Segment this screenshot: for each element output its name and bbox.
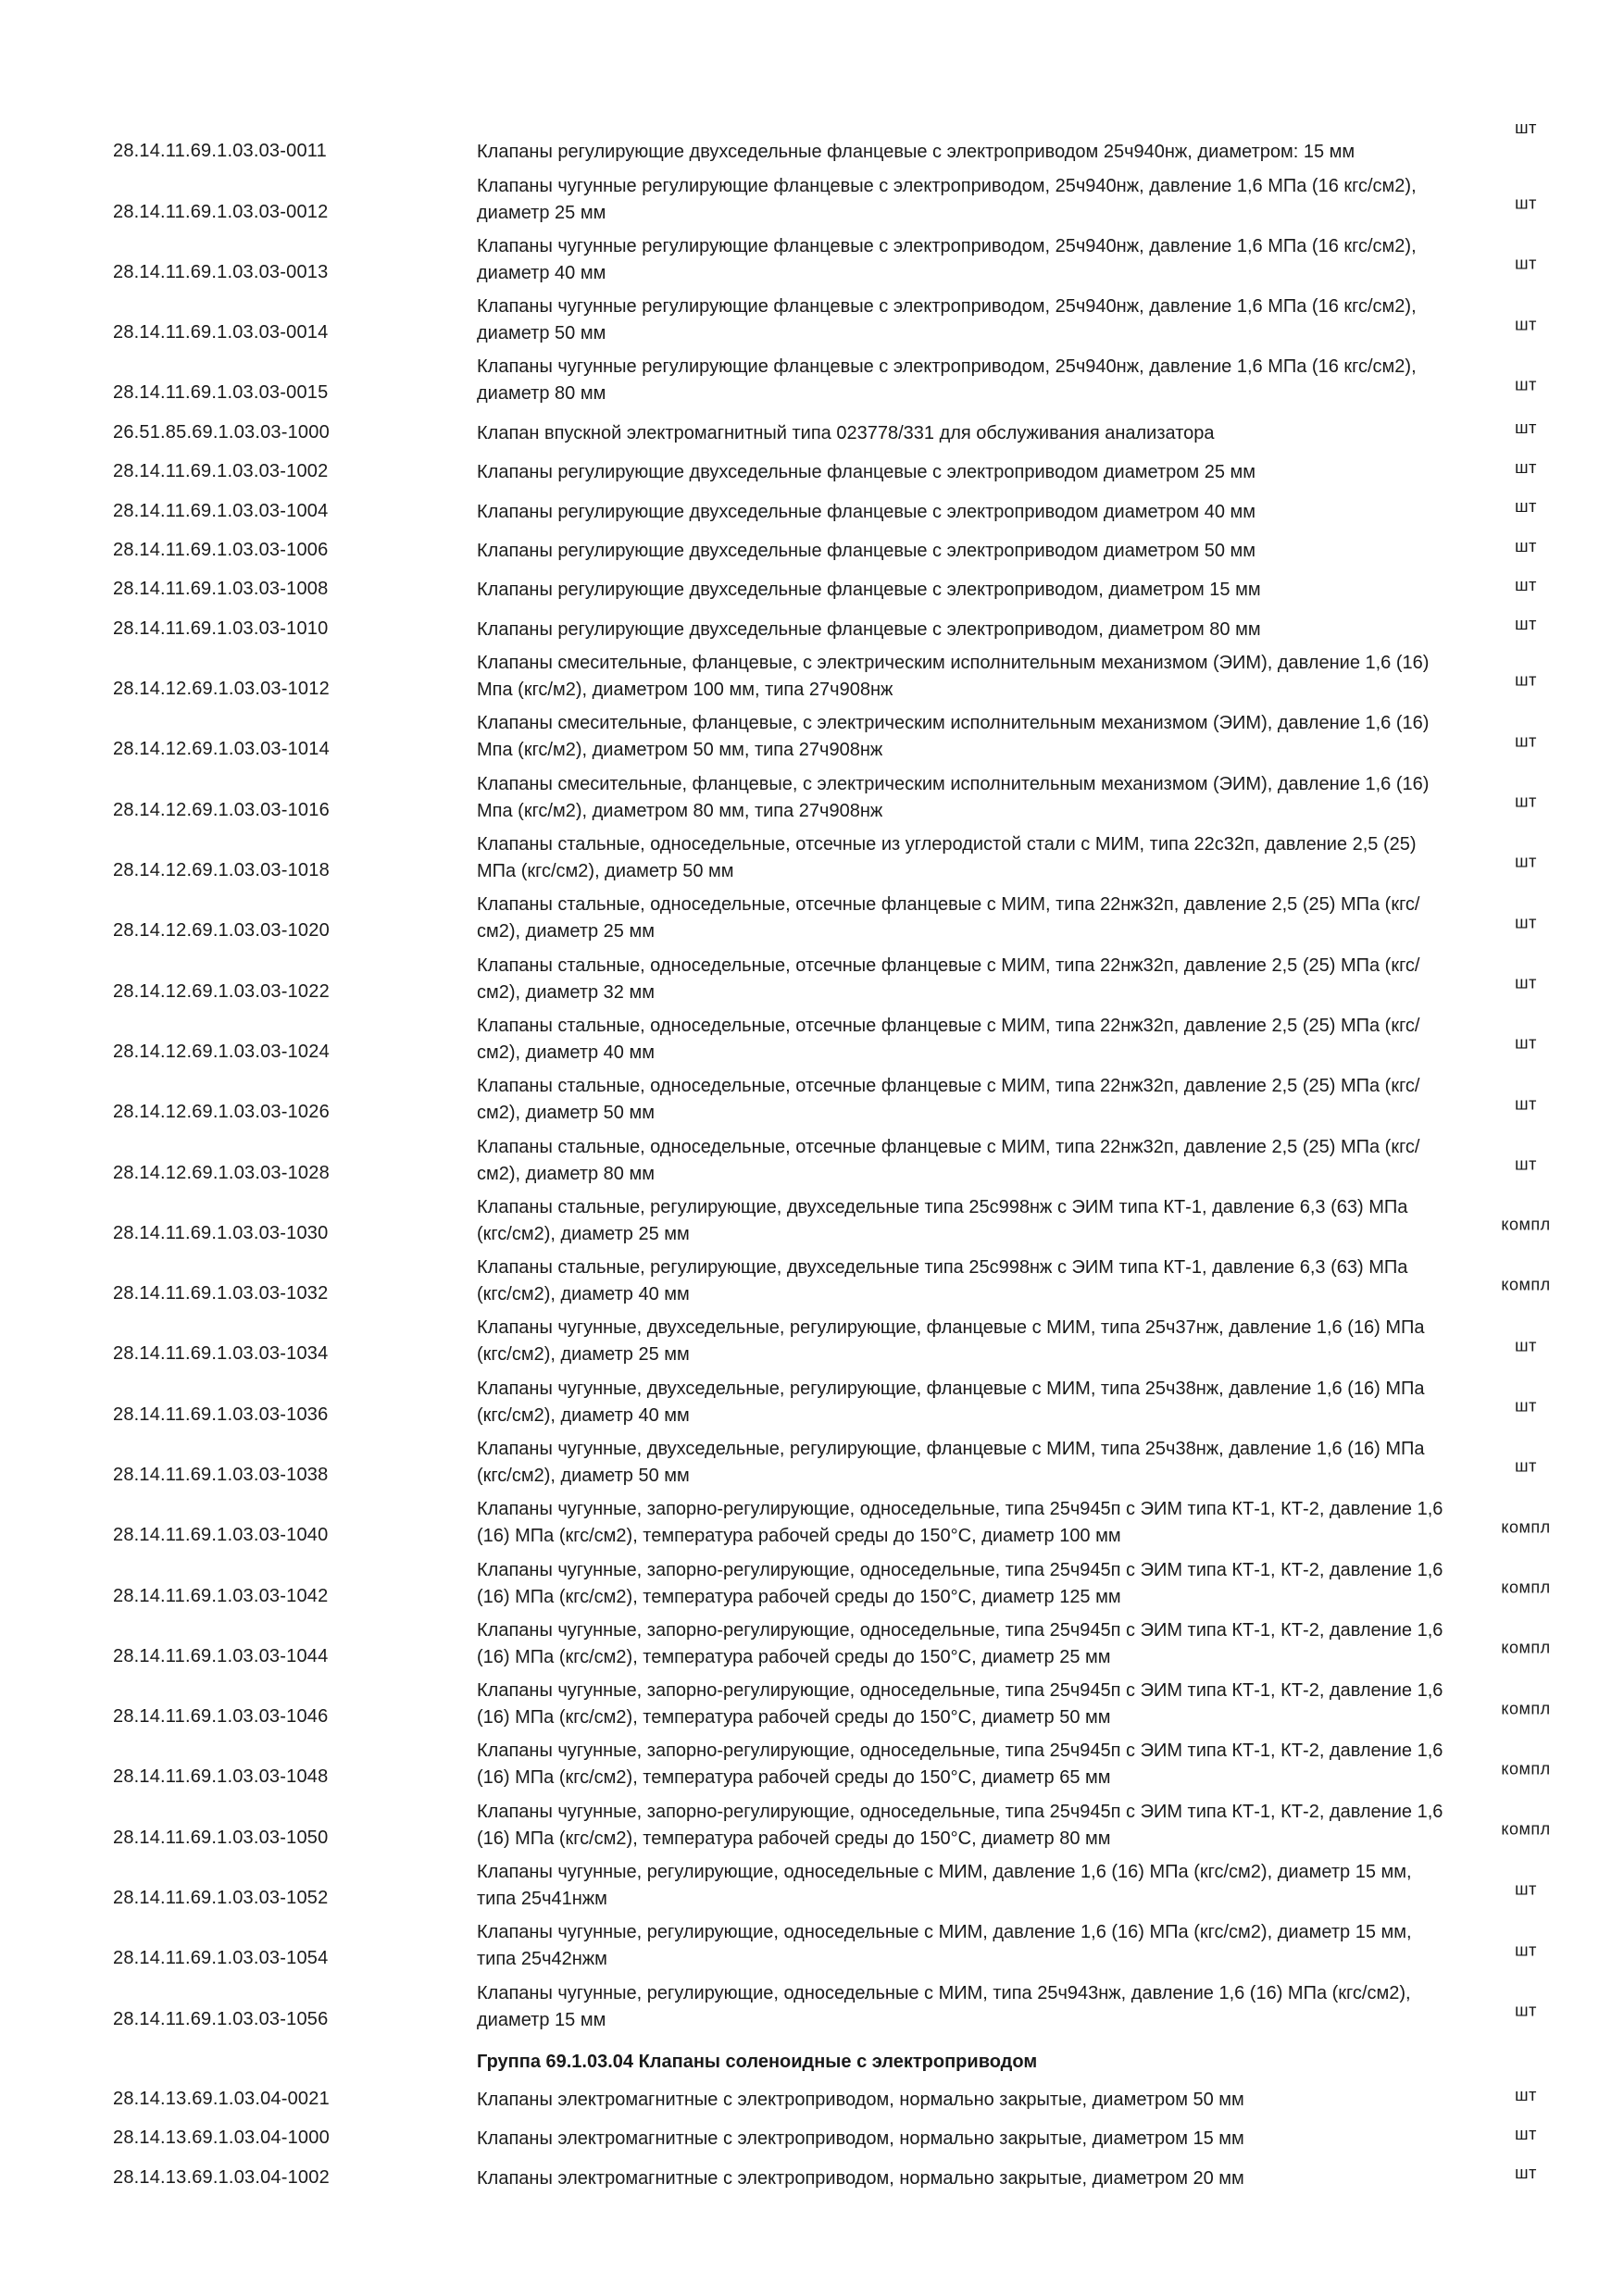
group-title: Группа 69.1.03.04 Клапаны соленоидные с электроприводом [477, 2051, 1038, 2072]
resource-description: Клапаны регулирующие двухседельные фланцевые с электроприводом диаметром 40 мм [477, 501, 1256, 522]
resource-description: Клапаны чугунные, запорно-регулирующие, односедельные, типа 25ч945п с ЭИМ типа КТ-1, КТ-2, давление 1,6 (16) МПа (кгс/см2), температура рабочей среды до 150°С, диаметр 25 мм [477, 1619, 1443, 1667]
resource-description: Клапаны электромагнитные с электроприводом, нормально закрытые, диаметром 15 мм [477, 2128, 1244, 2150]
table-row [0, 1860, 1624, 1920]
resource-code: 28.14.12.69.1.03.03-1022 [113, 980, 330, 1002]
resource-description: Клапан впускной электромагнитный типа 023778/331 для обслуживания анализатора [477, 422, 1215, 443]
table-row [0, 651, 1624, 711]
table-row [0, 1376, 1624, 1436]
unit-of-measure: шт [1515, 1154, 1537, 1174]
table-row [0, 493, 1624, 532]
resource-description: Клапаны чугунные, запорно-регулирующие, односедельные, типа 25ч945п с ЭИМ типа КТ-1, КТ-2, давление 1,6 (16) МПа (кгс/см2), температура рабочей среды до 150°С, диаметр 80 мм [477, 1801, 1443, 1849]
unit-of-measure: шт [1515, 119, 1537, 137]
resource-description: Клапаны электромагнитные с электроприводом, нормально закрытые, диаметром 20 мм [477, 2167, 1244, 2189]
resource-code: 28.14.12.69.1.03.03-1024 [113, 1041, 330, 1062]
unit-of-measure: шт [1515, 315, 1537, 334]
resource-code: 28.14.11.69.1.03.03-1048 [113, 1766, 329, 1788]
resource-code: 28.14.11.69.1.03.03-1002 [113, 461, 329, 482]
resource-description: Клапаны чугунные регулирующие фланцевые с электроприводом, 25ч940нж, давление 1,6 МПа (16 кгс/см2), диаметр 40 мм [477, 235, 1417, 283]
table-row [0, 1980, 1624, 2040]
resource-code: 28.14.11.69.1.03.03-0011 [113, 141, 327, 162]
table-row [0, 1195, 1624, 1255]
resource-code: 28.14.13.69.1.03.04-1000 [113, 2128, 330, 2149]
unit-of-measure: компл [1501, 1699, 1551, 1718]
resource-code: 28.14.12.69.1.03.03-1020 [113, 920, 330, 942]
table-row [0, 1255, 1624, 1316]
table-row [0, 1920, 1624, 1980]
resource-description: Клапаны смесительные, фланцевые, с электрическим исполнительным механизмом (ЭИМ), давление 1,6 (16) Мпа (кгс/м2), диаметром 50 мм, типа 27ч908нж [477, 713, 1430, 761]
unit-of-measure: шт [1515, 457, 1537, 477]
unit-of-measure: шт [1515, 193, 1537, 213]
table-row [0, 1437, 1624, 1497]
table-row [0, 1316, 1624, 1376]
resource-description: Клапаны регулирующие двухседельные фланцевые с электроприводом 25ч940нж, диаметром: 15 мм [477, 142, 1355, 163]
resource-code: 28.14.11.69.1.03.03-1036 [113, 1404, 329, 1425]
unit-of-measure: шт [1515, 254, 1537, 273]
table-row [0, 892, 1624, 953]
resource-code: 28.14.11.69.1.03.03-1054 [113, 1948, 329, 1969]
resource-code: 28.14.12.69.1.03.03-1014 [113, 739, 330, 760]
table-row [0, 355, 1624, 415]
unit-of-measure: шт [1515, 576, 1537, 595]
resource-description: Клапаны стальные, регулирующие, двухседельные типа 25с998нж с ЭИМ типа КТ-1, давление 6,3 (63) МПа (кгс/см2), диаметр 25 мм [477, 1196, 1408, 1244]
resource-code: 28.14.11.69.1.03.03-1056 [113, 2008, 329, 2029]
resource-description: Клапаны регулирующие двухседельные фланцевые с электроприводом, диаметром 80 мм [477, 618, 1261, 640]
resource-description: Клапаны стальные, односедельные, отсечные фланцевые с МИМ, типа 22нж32п, давление 2,5 (25) МПа (кгс/см2), диаметр 32 мм [477, 955, 1420, 1003]
resource-description: Клапаны чугунные, регулирующие, односедельные с МИМ, давление 1,6 (16) МПа (кгс/см2), диаметр 15 мм, типа 25ч41нжм [477, 1862, 1412, 1910]
group-header-row [0, 2041, 1624, 2082]
table-row [0, 572, 1624, 611]
unit-of-measure: шт [1515, 418, 1537, 438]
resource-code: 28.14.11.69.1.03.03-1034 [113, 1343, 329, 1365]
table-row [0, 2160, 1624, 2199]
table-row [0, 832, 1624, 892]
table-row [0, 1074, 1624, 1134]
table-row [0, 173, 1624, 233]
unit-of-measure: шт [1515, 1879, 1537, 1899]
table-row [0, 1739, 1624, 1799]
resource-description: Клапаны чугунные, запорно-регулирующие, односедельные, типа 25ч945п с ЭИМ типа КТ-1, КТ-2, давление 1,6 (16) МПа (кгс/см2), температура рабочей среды до 150°С, диаметр 100 мм [477, 1499, 1443, 1547]
resource-description: Клапаны чугунные, двухседельные, регулирующие, фланцевые с МИМ, типа 25ч38нж, давление 1,6 (16) МПа (кгс/см2), диаметр 40 мм [477, 1378, 1425, 1426]
table-row [0, 711, 1624, 771]
resource-code: 28.14.13.69.1.03.04-0021 [113, 2089, 330, 2110]
unit-of-measure: шт [1515, 1396, 1537, 1416]
resource-description: Клапаны смесительные, фланцевые, с электрическим исполнительным механизмом (ЭИМ), давление 1,6 (16) Мпа (кгс/м2), диаметром 100 мм, типа 27ч908нж [477, 653, 1430, 701]
table-row [0, 1134, 1624, 1194]
unit-of-measure: шт [1515, 913, 1537, 932]
unit-of-measure: шт [1515, 852, 1537, 871]
table-row [0, 953, 1624, 1013]
unit-of-measure: компл [1501, 1819, 1551, 1839]
resource-code: 28.14.12.69.1.03.03-1016 [113, 799, 330, 820]
unit-of-measure: шт [1515, 497, 1537, 517]
resource-description: Клапаны стальные, односедельные, отсечные фланцевые с МИМ, типа 22нж32п, давление 2,5 (25) МПа (кгс/см2), диаметр 40 мм [477, 1015, 1420, 1063]
unit-of-measure: шт [1515, 731, 1537, 751]
table-row [0, 1557, 1624, 1617]
resource-description: Клапаны чугунные, запорно-регулирующие, односедельные, типа 25ч945п с ЭИМ типа КТ-1, КТ-2, давление 1,6 (16) МПа (кгс/см2), температура рабочей среды до 150°С, диаметр 50 мм [477, 1680, 1443, 1728]
resource-code: 28.14.11.69.1.03.03-1046 [113, 1706, 329, 1728]
table-row [0, 611, 1624, 650]
resource-code: 28.14.11.69.1.03.03-0012 [113, 201, 329, 222]
resource-description: Клапаны чугунные, регулирующие, односедельные с МИМ, давление 1,6 (16) МПа (кгс/см2), диаметр 15 мм, типа 25ч42нжм [477, 1922, 1412, 1970]
resource-description: Клапаны чугунные регулирующие фланцевые с электроприводом, 25ч940нж, давление 1,6 МПа (16 кгс/см2), диаметр 25 мм [477, 175, 1417, 223]
unit-of-measure: шт [1515, 2125, 1537, 2144]
table-row [0, 415, 1624, 454]
resource-description: Клапаны стальные, односедельные, отсечные фланцевые с МИМ, типа 22нж32п, давление 2,5 (25) МПа (кгс/см2), диаметр 80 мм [477, 1136, 1420, 1184]
unit-of-measure: шт [1515, 1940, 1537, 1960]
table-row [0, 294, 1624, 355]
table-row [0, 455, 1624, 493]
resource-description: Клапаны чугунные, регулирующие, односедельные с МИМ, типа 25ч943нж, давление 1,6 (16) МПа (кгс/см2), диаметр 15 мм [477, 1982, 1411, 2030]
unit-of-measure: шт [1515, 2085, 1537, 2104]
table-row [0, 1497, 1624, 1557]
unit-of-measure: шт [1515, 792, 1537, 811]
resource-description: Клапаны смесительные, фланцевые, с электрическим исполнительным механизмом (ЭИМ), давление 1,6 (16) Мпа (кгс/м2), диаметром 80 мм, типа 27ч908нж [477, 773, 1430, 821]
resource-code: 28.14.12.69.1.03.03-1018 [113, 860, 330, 881]
resource-description: Клапаны чугунные, запорно-регулирующие, односедельные, типа 25ч945п с ЭИМ типа КТ-1, КТ-2, давление 1,6 (16) МПа (кгс/см2), температура рабочей среды до 150°С, диаметр 65 мм [477, 1741, 1443, 1789]
table-row [0, 1678, 1624, 1739]
table-row [0, 1618, 1624, 1678]
resource-code: 28.14.11.69.1.03.03-1038 [113, 1464, 329, 1485]
unit-of-measure: компл [1501, 1275, 1551, 1294]
resource-code: 28.14.11.69.1.03.03-1050 [113, 1827, 329, 1848]
resource-description: Клапаны чугунные регулирующие фланцевые с электроприводом, 25ч940нж, давление 1,6 МПа (16 кгс/см2), диаметр 50 мм [477, 296, 1417, 344]
unit-of-measure: шт [1515, 536, 1537, 555]
unit-of-measure: шт [1515, 670, 1537, 690]
resource-description: Клапаны чугунные регулирующие фланцевые с электроприводом, 25ч940нж, давление 1,6 МПа (16 кгс/см2), диаметр 80 мм [477, 356, 1417, 405]
resource-description: Клапаны электромагнитные с электроприводом, нормально закрытые, диаметром 50 мм [477, 2090, 1244, 2111]
resource-description: Клапаны стальные, односедельные, отсечные из углеродистой стали с МИМ, типа 22с32п, давление 2,5 (25) МПа (кгс/см2), диаметр 50 мм [477, 834, 1417, 882]
resource-code: 28.14.11.69.1.03.03-1052 [113, 1888, 329, 1909]
table-row [0, 2121, 1624, 2160]
price-list-table [0, 113, 1624, 2200]
table-row [0, 2082, 1624, 2121]
resource-code: 28.14.11.69.1.03.03-1006 [113, 540, 329, 561]
unit-of-measure: шт [1515, 1336, 1537, 1355]
resource-description: Клапаны чугунные, двухседельные, регулирующие, фланцевые с МИМ, типа 25ч38нж, давление 1,6 (16) МПа (кгс/см2), диаметр 50 мм [477, 1438, 1425, 1486]
resource-code: 28.14.11.69.1.03.03-1030 [113, 1222, 329, 1243]
resource-description: Клапаны стальные, односедельные, отсечные фланцевые с МИМ, типа 22нж32п, давление 2,5 (25) МПа (кгс/см2), диаметр 25 мм [477, 894, 1420, 942]
unit-of-measure: компл [1501, 1215, 1551, 1234]
resource-code: 28.14.11.69.1.03.03-1042 [113, 1585, 329, 1606]
unit-of-measure: шт [1515, 1094, 1537, 1114]
resource-code: 28.14.11.69.1.03.03-1010 [113, 618, 329, 639]
table-row [0, 113, 1624, 173]
resource-description: Клапаны стальные, односедельные, отсечные фланцевые с МИМ, типа 22нж32п, давление 2,5 (25) МПа (кгс/см2), диаметр 50 мм [477, 1076, 1420, 1124]
resource-code: 28.14.11.69.1.03.03-0015 [113, 382, 329, 404]
resource-code: 28.14.11.69.1.03.03-1032 [113, 1283, 329, 1304]
table-row [0, 1799, 1624, 1859]
resource-code: 28.14.12.69.1.03.03-1026 [113, 1102, 330, 1123]
resource-description: Клапаны чугунные, запорно-регулирующие, односедельные, типа 25ч945п с ЭИМ типа КТ-1, КТ-2, давление 1,6 (16) МПа (кгс/см2), температура рабочей среды до 150°С, диаметр 125 мм [477, 1559, 1443, 1607]
unit-of-measure: шт [1515, 1033, 1537, 1053]
unit-of-measure: шт [1515, 375, 1537, 394]
resource-description: Клапаны регулирующие двухседельные фланцевые с электроприводом диаметром 25 мм [477, 462, 1256, 483]
resource-code: 28.14.11.69.1.03.03-1008 [113, 579, 329, 600]
unit-of-measure: компл [1501, 1517, 1551, 1537]
resource-code: 26.51.85.69.1.03.03-1000 [113, 421, 330, 443]
resource-description: Клапаны чугунные, двухседельные, регулирующие, фланцевые с МИМ, типа 25ч37нж, давление 1,6 (16) МПа (кгс/см2), диаметр 25 мм [477, 1317, 1425, 1366]
unit-of-measure: шт [1515, 2164, 1537, 2183]
resource-code: 28.14.12.69.1.03.03-1028 [113, 1162, 330, 1183]
resource-code: 28.14.12.69.1.03.03-1012 [113, 679, 330, 700]
resource-code: 28.14.11.69.1.03.03-0013 [113, 261, 329, 282]
unit-of-measure: компл [1501, 1759, 1551, 1778]
unit-of-measure: шт [1515, 973, 1537, 992]
unit-of-measure: компл [1501, 1638, 1551, 1657]
resource-description: Клапаны регулирующие двухседельные фланцевые с электроприводом диаметром 50 мм [477, 541, 1256, 562]
resource-description: Клапаны стальные, регулирующие, двухседельные типа 25с998нж с ЭИМ типа КТ-1, давление 6,3 (63) МПа (кгс/см2), диаметр 40 мм [477, 1257, 1408, 1305]
resource-code: 28.14.11.69.1.03.03-1004 [113, 500, 329, 521]
table-row [0, 234, 1624, 294]
unit-of-measure: шт [1515, 1456, 1537, 1476]
table-row [0, 533, 1624, 572]
table-row [0, 1014, 1624, 1074]
unit-of-measure: шт [1515, 2001, 1537, 2020]
resource-code: 28.14.13.69.1.03.04-1002 [113, 2166, 330, 2188]
resource-code: 28.14.11.69.1.03.03-0014 [113, 322, 329, 343]
resource-description: Клапаны регулирующие двухседельные фланцевые с электроприводом, диаметром 15 мм [477, 580, 1261, 601]
resource-code: 28.14.11.69.1.03.03-1040 [113, 1525, 329, 1546]
resource-code: 28.14.11.69.1.03.03-1044 [113, 1645, 329, 1666]
unit-of-measure: шт [1515, 615, 1537, 634]
table-row [0, 771, 1624, 831]
unit-of-measure: компл [1501, 1578, 1551, 1597]
